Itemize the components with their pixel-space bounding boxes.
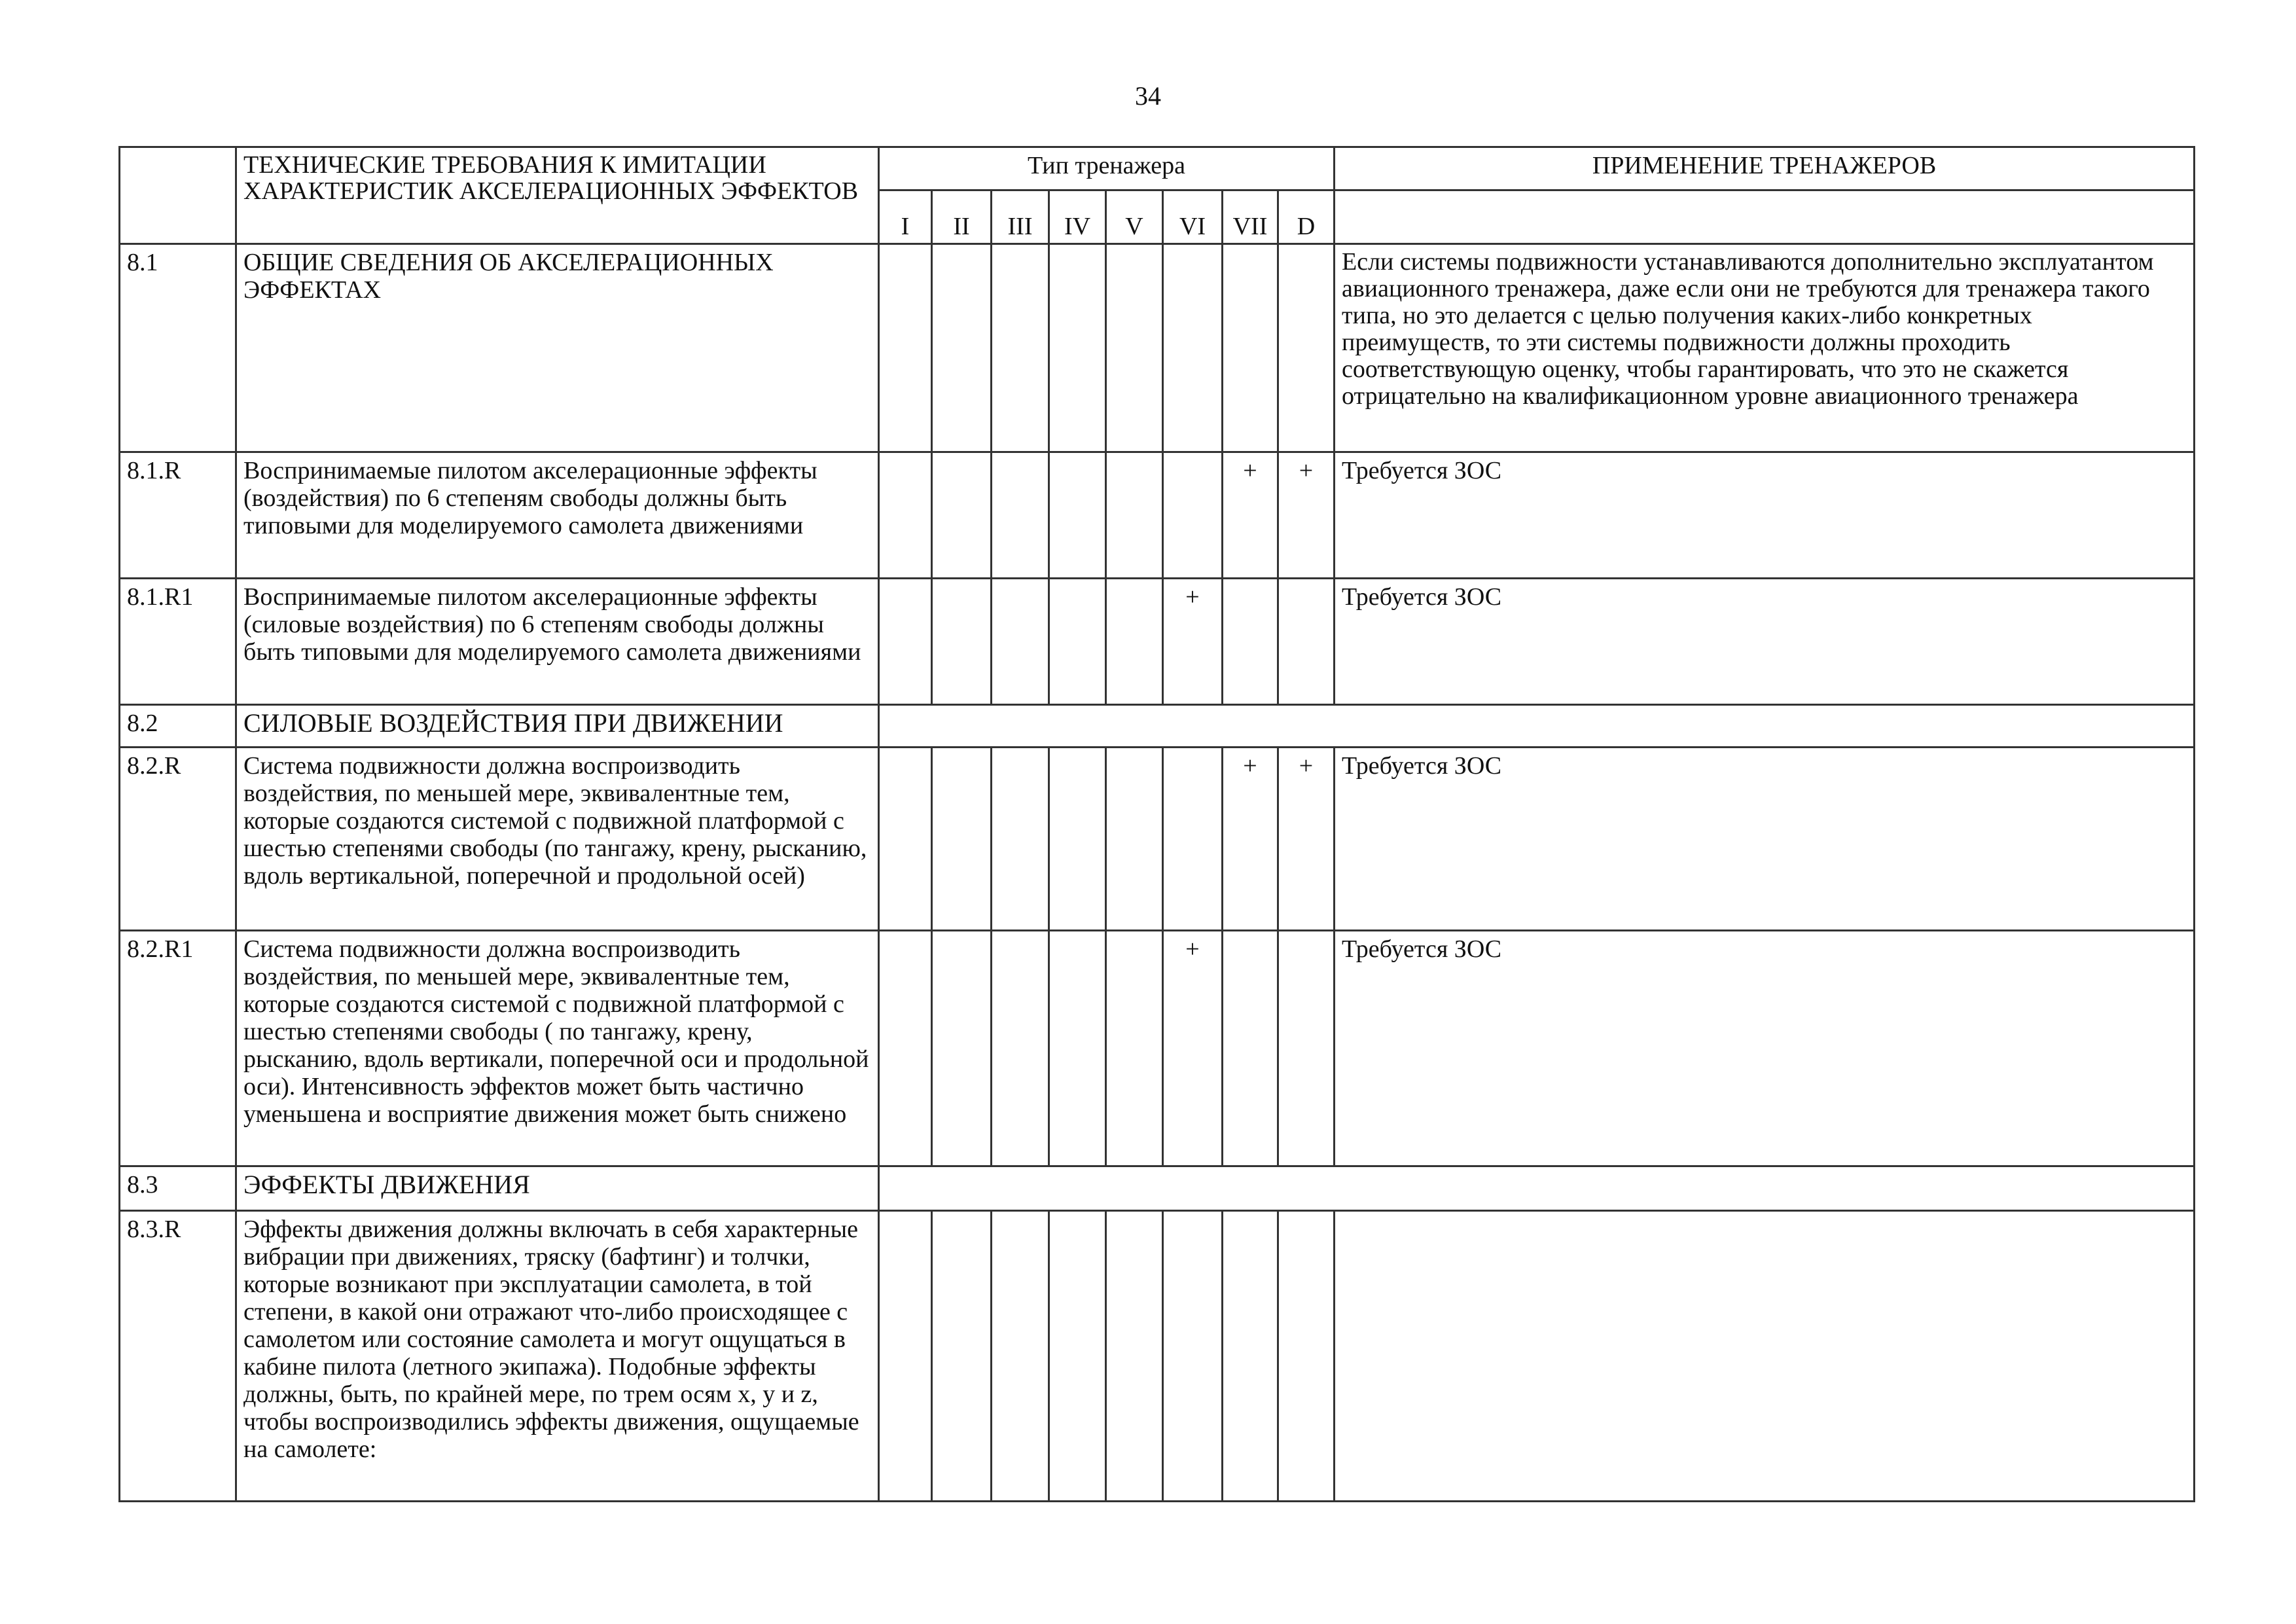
section-row bbox=[120, 705, 2195, 748]
application-text: Требуется ЗОС bbox=[1335, 931, 2195, 1166]
table-row bbox=[120, 1211, 2195, 1502]
mark-cell bbox=[879, 1211, 932, 1502]
section-row bbox=[120, 1166, 2195, 1211]
mark-cell bbox=[1049, 748, 1106, 931]
mark-cell bbox=[1106, 579, 1163, 705]
mark-cell bbox=[879, 452, 932, 579]
mark-cell bbox=[1223, 244, 1278, 452]
mark-cell: + bbox=[1278, 748, 1335, 931]
requirements-table bbox=[118, 146, 2195, 1502]
application-text bbox=[1335, 1211, 2195, 1502]
mark-cell bbox=[992, 931, 1049, 1166]
mark-cell bbox=[1223, 931, 1278, 1166]
mark-cell bbox=[1163, 1211, 1223, 1502]
section-title: СИЛОВЫЕ ВОЗДЕЙСТВИЯ ПРИ ДВИЖЕНИИ bbox=[236, 705, 879, 748]
header-number-cell bbox=[120, 147, 236, 244]
application-text: Требуется ЗОС bbox=[1335, 579, 2195, 705]
mark-cell bbox=[1106, 748, 1163, 931]
mark-cell bbox=[1106, 931, 1163, 1166]
mark-cell bbox=[1278, 931, 1335, 1166]
mark-cell bbox=[1278, 579, 1335, 705]
table-row bbox=[120, 579, 2195, 705]
requirement-text: Эффекты движения должны включать в себя характерные вибрации при движениях, тряску (бафтинг) и толчки, которые возникают при эксплуатации самолета, в той степени, в какой они отражают что-либо происходящее с самолетом или состояние самолета и могут ощущаться в кабине пилота (летного экипажа). Подобные эффекты должны, быть, по крайней мере, по трем осям x, y и z, чтобы воспроизводились эффекты движения, ощущаемые на самолете: bbox=[236, 1211, 879, 1502]
requirement-text: ОБЩИЕ СВЕДЕНИЯ ОБ АКСЕЛЕРАЦИОННЫХ ЭФФЕКТАХ bbox=[236, 244, 879, 452]
header-type-ii: II bbox=[932, 190, 992, 244]
row-number: 8.1.R1 bbox=[120, 579, 236, 705]
mark-cell bbox=[932, 748, 992, 931]
mark-cell bbox=[992, 452, 1049, 579]
mark-cell bbox=[879, 579, 932, 705]
requirement-text: Система подвижности должна воспроизводить воздействия, по меньшей мере, эквивалентные тем, которые создаются системой с подвижной платформой с шестью степенями свободы (по тангажу, крену, рысканию, вдоль вертикальной, поперечной и продольной осей) bbox=[236, 748, 879, 931]
application-text: Требуется ЗОС bbox=[1335, 452, 2195, 579]
header-type-i: I bbox=[879, 190, 932, 244]
header-application: ПРИМЕНЕНИЕ ТРЕНАЖЕРОВ bbox=[1335, 147, 2195, 190]
row-number: 8.2.R bbox=[120, 748, 236, 931]
section-blank bbox=[879, 705, 2195, 748]
row-number: 8.1 bbox=[120, 244, 236, 452]
table-header bbox=[120, 147, 2195, 244]
mark-cell bbox=[1049, 1211, 1106, 1502]
mark-cell bbox=[932, 579, 992, 705]
section-blank bbox=[879, 1166, 2195, 1211]
mark-cell bbox=[1106, 244, 1163, 452]
mark-cell bbox=[1278, 244, 1335, 452]
table-row bbox=[120, 748, 2195, 931]
header-type-d: D bbox=[1278, 190, 1335, 244]
requirement-text: Система подвижности должна воспроизводить воздействия, по меньшей мере, эквивалентные тем, которые создаются системой с подвижной платформой с шестью степенями свободы ( по тангажу, крену, рысканию, вдоль вертикали, поперечной оси и продольной оси). Интенсивность эффектов может быть частично уменьшена и восприятие движения может быть снижено bbox=[236, 931, 879, 1166]
mark-cell bbox=[932, 244, 992, 452]
mark-cell bbox=[879, 931, 932, 1166]
application-text: Требуется ЗОС bbox=[1335, 748, 2195, 931]
mark-cell bbox=[1163, 748, 1223, 931]
mark-cell: + bbox=[1163, 579, 1223, 705]
mark-cell bbox=[932, 1211, 992, 1502]
mark-cell bbox=[1163, 244, 1223, 452]
mark-cell bbox=[1223, 1211, 1278, 1502]
section-title: ЭФФЕКТЫ ДВИЖЕНИЯ bbox=[236, 1166, 879, 1211]
mark-cell bbox=[992, 579, 1049, 705]
mark-cell: + bbox=[1223, 748, 1278, 931]
mark-cell bbox=[1049, 931, 1106, 1166]
requirement-text: Воспринимаемые пилотом акселерационные эффекты (силовые воздействия) по 6 степеням свободы должны быть типовыми для моделируемого самолета движениями bbox=[236, 579, 879, 705]
header-application-blank bbox=[1335, 190, 2195, 244]
mark-cell: + bbox=[1223, 452, 1278, 579]
mark-cell bbox=[879, 748, 932, 931]
mark-cell bbox=[1106, 452, 1163, 579]
mark-cell bbox=[992, 748, 1049, 931]
header-type-vi: VI bbox=[1163, 190, 1223, 244]
row-number: 8.1.R bbox=[120, 452, 236, 579]
header-type-iv: IV bbox=[1049, 190, 1106, 244]
mark-cell bbox=[1223, 579, 1278, 705]
mark-cell bbox=[1049, 244, 1106, 452]
application-text: Если системы подвижности устанавливаются дополнительно эксплуатантом авиационного тренажера, даже если они не требуются для тренажера такого типа, но это делается с целью получения каких-либо конкретных преимуществ, то эти системы подвижности должны проходить соответствующую оценку, чтобы гарантировать, что это не скажется отрицательно на квалификационном уровне авиационного тренажера bbox=[1335, 244, 2195, 452]
header-trainer-type-group: Тип тренажера bbox=[879, 147, 1335, 190]
mark-cell bbox=[1106, 1211, 1163, 1502]
mark-cell: + bbox=[1163, 931, 1223, 1166]
row-number: 8.3 bbox=[120, 1166, 236, 1211]
header-requirements-title: ТЕХНИЧЕСКИЕ ТРЕБОВАНИЯ К ИМИТАЦИИ ХАРАКТЕРИСТИК АКСЕЛЕРАЦИОННЫХ ЭФФЕКТОВ bbox=[236, 147, 879, 244]
mark-cell bbox=[932, 452, 992, 579]
row-number: 8.2 bbox=[120, 705, 236, 748]
mark-cell bbox=[1049, 579, 1106, 705]
mark-cell bbox=[992, 1211, 1049, 1502]
mark-cell: + bbox=[1278, 452, 1335, 579]
requirement-text: Воспринимаемые пилотом акселерационные эффекты (воздействия) по 6 степеням свободы должны быть типовыми для моделируемого самолета движениями bbox=[236, 452, 879, 579]
table-row bbox=[120, 244, 2195, 452]
row-number: 8.2.R1 bbox=[120, 931, 236, 1166]
mark-cell bbox=[932, 931, 992, 1166]
row-number: 8.3.R bbox=[120, 1211, 236, 1502]
header-type-v: V bbox=[1106, 190, 1163, 244]
header-type-iii: III bbox=[992, 190, 1049, 244]
mark-cell bbox=[879, 244, 932, 452]
mark-cell bbox=[992, 244, 1049, 452]
page-number: 34 bbox=[1135, 81, 1161, 111]
header-type-vii: VII bbox=[1223, 190, 1278, 244]
table-row bbox=[120, 931, 2195, 1166]
table-row bbox=[120, 452, 2195, 579]
mark-cell bbox=[1278, 1211, 1335, 1502]
mark-cell bbox=[1049, 452, 1106, 579]
mark-cell bbox=[1163, 452, 1223, 579]
